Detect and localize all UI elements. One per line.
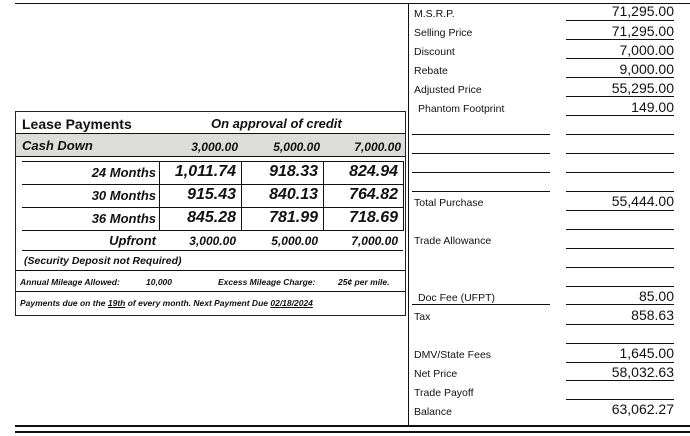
cash-down-option: 5,000.00 <box>273 140 320 154</box>
term-label: 24 Months <box>91 165 156 180</box>
grid-line <box>323 161 324 231</box>
blank-line <box>412 134 550 135</box>
payment-value: 824.94 <box>349 163 398 180</box>
payment-value: 781.99 <box>269 209 318 226</box>
net-price-label: Net Price <box>414 368 458 380</box>
total-purchase-value: 55,444.00 <box>611 193 674 209</box>
grid-line <box>22 184 403 185</box>
blank-line <box>566 134 674 135</box>
selling-price-value: 71,295.00 <box>611 23 674 39</box>
blank-line <box>566 343 674 344</box>
underline <box>566 210 674 211</box>
adjusted-price-label: Adjusted Price <box>414 84 482 96</box>
phantom-footprint-value: 149.00 <box>631 99 674 115</box>
upfront-value: 5,000.00 <box>271 234 318 248</box>
term-label: 36 Months <box>91 211 156 226</box>
trade-allowance-label: Trade Allowance <box>414 235 492 247</box>
blank-line <box>412 172 550 173</box>
payment-day: 19th <box>107 298 126 308</box>
bottom-border-2 <box>15 431 690 433</box>
mileage-label: Annual Mileage Allowed: <box>20 277 120 287</box>
mileage-value: 10,000 <box>146 277 172 287</box>
underline <box>566 77 674 78</box>
blank-line <box>566 191 674 192</box>
underline <box>566 20 674 21</box>
divider <box>16 291 405 292</box>
divider <box>16 156 405 157</box>
underline <box>566 399 674 400</box>
underline <box>412 304 550 305</box>
total-purchase-label: Total Purchase <box>414 197 484 209</box>
excess-mileage-value: 25¢ per mile. <box>338 277 390 287</box>
grid-line <box>22 161 403 162</box>
msrp-label: M.S.R.P. <box>414 8 455 20</box>
tax-value: 858.63 <box>631 307 674 323</box>
grid-line <box>22 230 403 231</box>
underline <box>566 380 674 381</box>
discount-label: Discount <box>414 46 455 58</box>
blank-line <box>566 229 674 230</box>
payments-middle: of every month. Next Payment Due <box>125 298 271 308</box>
blank-line <box>412 153 550 154</box>
payment-value: 718.69 <box>349 209 398 226</box>
payment-value: 764.82 <box>349 186 398 203</box>
upfront-value: 7,000.00 <box>351 234 398 248</box>
lease-title: Lease Payments <box>22 116 132 132</box>
payment-value: 1,011.74 <box>174 163 236 180</box>
lease-payments-box <box>15 111 406 316</box>
blank-line <box>566 153 674 154</box>
bottom-border-1 <box>15 425 690 427</box>
grid-line <box>241 161 242 231</box>
rebate-value: 9,000.00 <box>619 61 674 77</box>
underline <box>566 304 674 305</box>
msrp-value: 71,295.00 <box>611 3 674 19</box>
cash-down-option: 3,000.00 <box>191 140 238 154</box>
approval-text: On approval of credit <box>211 116 342 131</box>
grid-line <box>22 207 403 208</box>
phantom-footprint-label: Phantom Footprint <box>418 103 505 115</box>
blank-line <box>566 267 674 268</box>
cash-down-option: 7,000.00 <box>354 140 401 154</box>
underline <box>566 96 674 97</box>
trade-payoff-label: Trade Payoff <box>414 387 474 399</box>
tax-label: Tax <box>414 311 431 323</box>
payment-value: 840.13 <box>269 186 318 203</box>
payment-value: 845.28 <box>187 209 236 226</box>
rebate-label: Rebate <box>414 65 448 77</box>
payment-value: 915.43 <box>187 186 236 203</box>
underline <box>566 58 674 59</box>
security-note: (Security Deposit not Required) <box>24 255 182 267</box>
adjusted-price-value: 55,295.00 <box>611 80 674 96</box>
doc-fee-value: 85.00 <box>638 288 674 304</box>
blank-line <box>566 172 674 173</box>
term-label: 30 Months <box>91 188 156 203</box>
column-divider <box>408 3 409 427</box>
next-due-date: 02/18/2024 <box>270 298 313 308</box>
upfront-label: Upfront <box>109 233 156 248</box>
cash-down-label: Cash Down <box>22 138 93 153</box>
dmv-fees-value: 1,645.00 <box>619 345 674 361</box>
blank-line <box>412 191 550 192</box>
selling-price-label: Selling Price <box>414 27 473 39</box>
payments-prefix: Payments due on the <box>20 298 108 308</box>
underline <box>566 39 674 40</box>
grid-line <box>159 161 160 231</box>
blank-line <box>566 248 674 249</box>
excess-mileage-label: Excess Mileage Charge: <box>218 277 316 287</box>
doc-fee-label: Doc Fee (UFPT) <box>418 292 496 304</box>
blank-line <box>566 286 674 287</box>
upfront-value: 3,000.00 <box>189 234 236 248</box>
dmv-fees-label: DMV/State Fees <box>414 349 492 361</box>
grid-line <box>403 161 404 231</box>
underline <box>566 362 674 363</box>
discount-value: 7,000.00 <box>619 42 674 58</box>
divider <box>16 270 405 271</box>
payment-value: 918.33 <box>269 163 318 180</box>
underline <box>566 324 674 325</box>
payment-terms <box>20 298 313 308</box>
underline <box>566 115 674 116</box>
balance-value: 63,062.27 <box>611 401 674 417</box>
grid-line <box>22 250 403 251</box>
balance-label: Balance <box>414 406 452 418</box>
net-price-value: 58,032.63 <box>611 364 674 380</box>
